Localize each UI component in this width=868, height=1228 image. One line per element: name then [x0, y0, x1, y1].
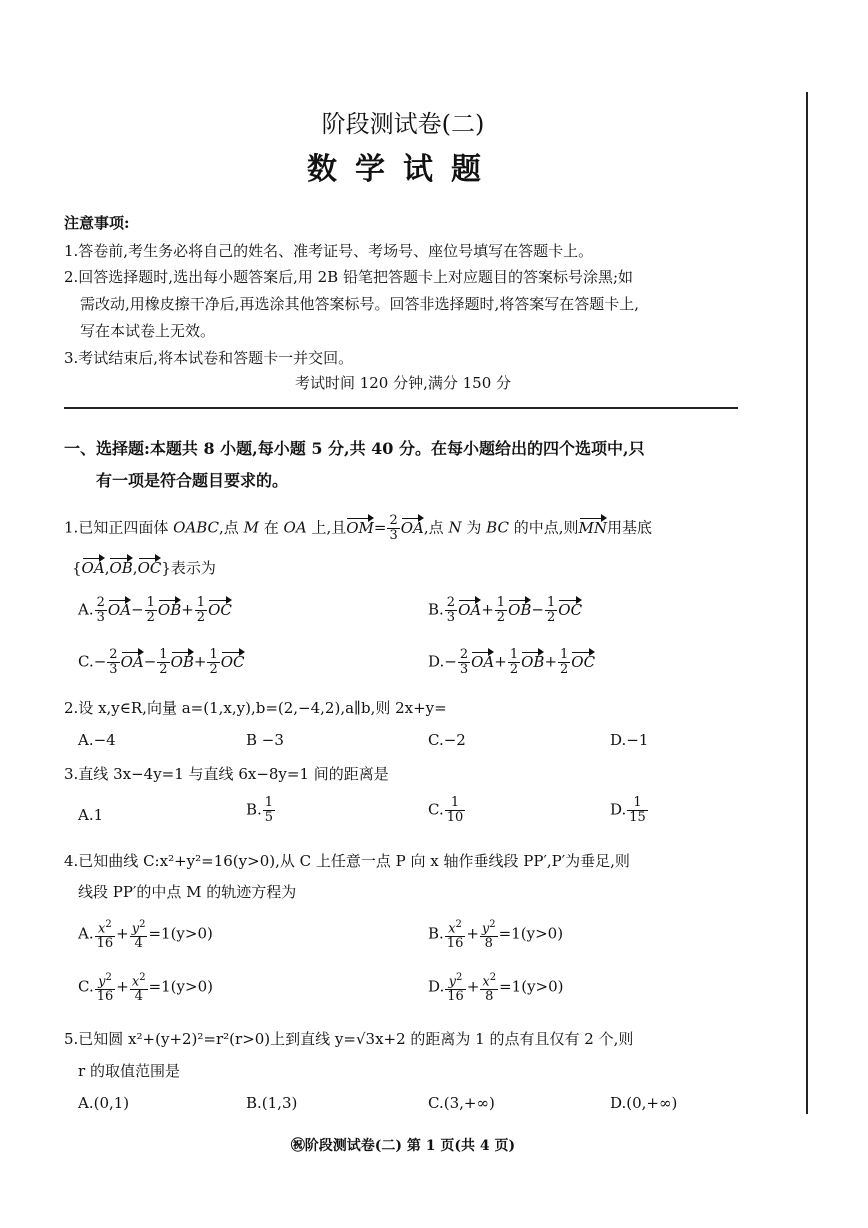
q4-option-d: D. $\frac{y^2}{16}$ + $\frac{x^2}{8}$ =1(y>0)	[428, 972, 564, 1005]
q4-option-a: A. $\frac{x^2}{16}$ + $\frac{y^2}{4}$ =1(y>0)	[78, 919, 213, 952]
q3-option-d: D. $\frac{1}{15}$	[610, 795, 646, 825]
note-item-2: 2.回答选择题时,选出每小题答案后,用 2B 铅笔把答题卡上对应题目的答案标号涂黑;如	[64, 268, 634, 286]
subject-title: 数学试题	[307, 152, 499, 187]
margin-rule	[806, 92, 808, 1114]
question-5: 5.已知圆 x²+(y+2)²=r²(r>0)上到直线 y=√3x+2 的距离为 1 的点有且仅有 2 个,则	[64, 1030, 634, 1048]
note-item-1: 1.答卷前,考生务必将自己的姓名、准考证号、考场号、座位号填写在答题卡上。	[64, 242, 594, 260]
question-5-cont: r 的取值范围是	[78, 1062, 180, 1080]
page-footer: ㊗阶段测试卷(二) 第 1 页(共 4 页)	[290, 1138, 516, 1154]
question-1-cont: {OA,OB,OC}表示为	[72, 559, 216, 577]
section-heading-cont: 有一项是符合题目要求的。	[96, 471, 289, 490]
q5-option-d: D.(0,+∞)	[610, 1094, 678, 1112]
q1-option-b: B. $\frac{2}{3}$ OA+ $\frac{1}{2}$ OB− $\frac{1}{2}$ OC	[428, 595, 583, 625]
note-item-2-cont2: 写在本试卷上无效。	[80, 322, 216, 340]
question-4: 4.已知曲线 C:x²+y²=16(y>0),从 C 上任意一点 P 向 x 轴作垂线段 PP′,P′为垂足,则	[64, 852, 630, 870]
notes-heading: 注意事项:	[64, 214, 130, 232]
q1-option-a: A. $\frac{2}{3}$ OA− $\frac{1}{2}$ OB+ $\frac{1}{2}$ OC	[78, 595, 232, 625]
question-4-cont: 线段 PP′的中点 M 的轨迹方程为	[78, 883, 297, 901]
note-item-2-cont: 需改动,用橡皮擦干净后,再选涂其他答案标号。回答非选择题时,将答案写在答题卡上,	[80, 295, 640, 313]
q2-option-b: B −3	[246, 731, 284, 749]
divider	[64, 407, 738, 409]
question-2: 2.设 x,y∈R,向量 a=(1,x,y),b=(2,−4,2),a∥b,则 2x+y=	[64, 699, 447, 717]
q2-option-c: C.−2	[428, 731, 466, 749]
note-item-3: 3.考试结束后,将本试卷和答题卡一并交回。	[64, 349, 354, 367]
question-3: 3.直线 3x−4y=1 与直线 6x−8y=1 间的距离是	[64, 765, 389, 783]
section-heading: 一、选择题:本题共 8 小题,每小题 5 分,共 40 分。在每小题给出的四个选项中,只	[64, 439, 645, 458]
question-1: 1.已知正四面体 OABC,点 M 在 OA 上,且OM= $\frac{2}{3}$ OA,点 N 为 BC 的中点,则MN用基底	[64, 513, 652, 543]
q5-option-c: C.(3,+∞)	[428, 1094, 495, 1112]
q1-option-c: C.− $\frac{2}{3}$ OA− $\frac{1}{2}$ OB+ $\frac{1}{2}$ OC	[78, 647, 245, 677]
q2-option-a: A.−4	[78, 731, 116, 749]
q4-option-c: C. $\frac{y^2}{16}$ + $\frac{x^2}{4}$ =1(y>0)	[78, 972, 213, 1005]
exam-time: 考试时间 120 分钟,满分 150 分	[294, 374, 512, 392]
q3-option-c: C. $\frac{1}{10}$	[428, 795, 464, 825]
q5-option-b: B.(1,3)	[246, 1094, 298, 1112]
q2-option-d: D.−1	[610, 731, 649, 749]
q4-option-b: B. $\frac{x^2}{16}$ + $\frac{y^2}{8}$ =1(y>0)	[428, 919, 564, 952]
q3-option-a: A.1	[78, 806, 104, 824]
q1-option-d: D.− $\frac{2}{3}$ OA+ $\frac{1}{2}$ OB+ $\frac{1}{2}$ OC	[428, 647, 596, 677]
q3-option-b: B. $\frac{1}{5}$	[246, 795, 274, 825]
q5-option-a: A.(0,1)	[78, 1094, 130, 1112]
exam-title: 阶段测试卷(二)	[321, 110, 485, 138]
